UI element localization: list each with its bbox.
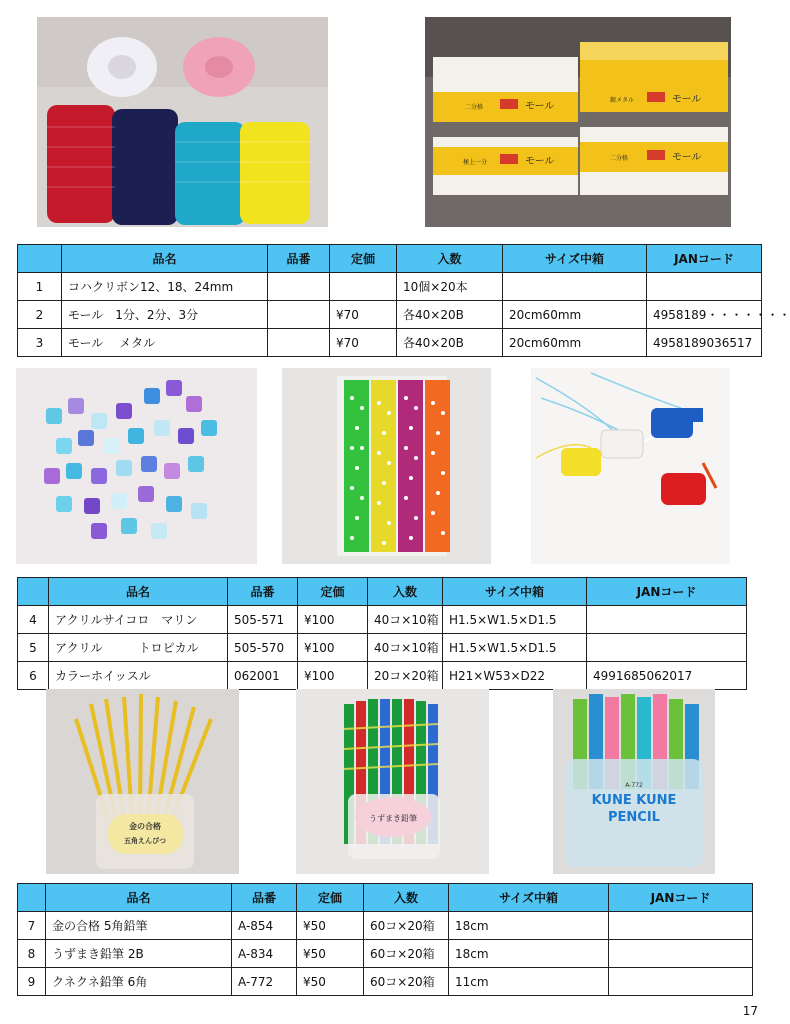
cell-size: [503, 273, 647, 301]
cell-qty: 各40×20B: [397, 301, 503, 329]
cell-name: カラーホイッスル: [49, 662, 228, 690]
cell-qty: 10個×20本: [397, 273, 503, 301]
cell-name: うずまき鉛筆 2B: [46, 940, 232, 968]
cell-qty: 60コ×20箱: [364, 940, 449, 968]
cell-code: [268, 329, 330, 357]
cell-jan: [587, 634, 747, 662]
header-qty: 入数: [368, 578, 443, 606]
cell-price: ¥50: [297, 940, 364, 968]
cell-name: アクリルサイコロ マリン: [49, 606, 228, 634]
header-price: 定価: [297, 884, 364, 912]
mall-box-grade-4: 二分格: [610, 155, 629, 162]
mall-box-grade-2: 銀メタル: [610, 97, 635, 104]
header-jan: JANコード: [647, 245, 762, 273]
cell-qty: 60コ×20箱: [364, 912, 449, 940]
table-row: [18, 273, 762, 301]
cell-qty: 60コ×20箱: [364, 968, 449, 996]
cell-code: 062001: [228, 662, 298, 690]
dice-photo: [16, 368, 257, 564]
mall-box-label-4: モール: [672, 152, 702, 163]
cell-code: A-834: [232, 940, 297, 968]
table-row: [18, 662, 747, 690]
cell-price: ¥50: [297, 968, 364, 996]
cell-qty: 40コ×10箱: [368, 634, 443, 662]
header-no: [18, 884, 46, 912]
cell-price: ¥70: [330, 329, 397, 357]
cell-no: 1: [18, 273, 62, 301]
cell-jan: [609, 940, 753, 968]
cell-no: 3: [18, 329, 62, 357]
cell-size: H1.5×W1.5×D1.5: [443, 606, 587, 634]
dice-pack-photo: [282, 368, 491, 564]
table-row: [18, 940, 753, 968]
header-no: [18, 245, 62, 273]
table-row: [18, 634, 747, 662]
cell-code: 505-571: [228, 606, 298, 634]
table-header-row: [18, 884, 753, 912]
cell-no: 5: [18, 634, 49, 662]
page-number: 17: [742, 1004, 758, 1018]
gold-pencil-label-2: 五角えんぴつ: [124, 837, 166, 845]
header-size: サイズ中箱: [503, 245, 647, 273]
cell-code: 505-570: [228, 634, 298, 662]
cell-qty: 20コ×20箱: [368, 662, 443, 690]
cell-price: ¥100: [298, 606, 368, 634]
kunekune-label-2: PENCIL: [608, 810, 660, 825]
header-price: 定価: [330, 245, 397, 273]
cell-no: 9: [18, 968, 46, 996]
mall-box-label-3: モール: [525, 156, 555, 167]
kunekune-label: KUNE KUNE: [591, 793, 677, 808]
whistle-photo: [531, 368, 730, 564]
header-name: 品名: [49, 578, 228, 606]
cell-jan: 4958189・・・・・・・: [647, 301, 762, 329]
table-row: [18, 606, 747, 634]
header-code: 品番: [228, 578, 298, 606]
mall-boxes-photo: [425, 17, 731, 227]
cell-size: 18cm: [449, 912, 609, 940]
product-table-3: [17, 883, 753, 996]
header-name: 品名: [46, 884, 232, 912]
cell-code: A-854: [232, 912, 297, 940]
header-qty: 入数: [364, 884, 449, 912]
header-no: [18, 578, 49, 606]
cell-size: 11cm: [449, 968, 609, 996]
cell-name: クネクネ鉛筆 6角: [46, 968, 232, 996]
table-row: [18, 912, 753, 940]
cell-jan: 4991685062017: [587, 662, 747, 690]
cell-no: 8: [18, 940, 46, 968]
swirl-pencil-label: うずまき鉛筆: [369, 814, 417, 823]
header-code: 品番: [268, 245, 330, 273]
cell-code: [268, 273, 330, 301]
cell-no: 2: [18, 301, 62, 329]
gold-pencil-photo: [46, 689, 239, 874]
header-size: サイズ中箱: [449, 884, 609, 912]
cell-price: ¥50: [297, 912, 364, 940]
cell-jan: [609, 968, 753, 996]
cell-code: [268, 301, 330, 329]
cell-qty: 各40×20B: [397, 329, 503, 357]
cell-price: ¥70: [330, 301, 397, 329]
cell-name: コハクリボン12、18、24mm: [62, 273, 268, 301]
cell-name: アクリル トロピカル: [49, 634, 228, 662]
cell-size: 20cm60mm: [503, 301, 647, 329]
cell-size: 20cm60mm: [503, 329, 647, 357]
header-name: 品名: [62, 245, 268, 273]
cell-name: モール メタル: [62, 329, 268, 357]
cell-no: 6: [18, 662, 49, 690]
cell-no: 7: [18, 912, 46, 940]
kunekune-code-label: A-772: [625, 782, 643, 789]
swirl-pencil-photo: [296, 689, 489, 874]
cell-price: ¥100: [298, 634, 368, 662]
kunekune-pencil-photo: [553, 689, 715, 874]
mall-box-label-1: モール: [525, 101, 555, 112]
product-table-1: [17, 244, 790, 357]
cell-price: ¥100: [298, 662, 368, 690]
product-table-2: [17, 577, 747, 690]
header-qty: 入数: [397, 245, 503, 273]
table-row: [18, 329, 762, 357]
mall-box-grade-1: 二分格: [465, 104, 484, 111]
header-jan: JANコード: [587, 578, 747, 606]
cell-price: [330, 273, 397, 301]
cell-size: H1.5×W1.5×D1.5: [443, 634, 587, 662]
cell-jan: [609, 912, 753, 940]
cell-jan: 4958189036517: [647, 329, 762, 357]
cell-name: モール 1分、2分、3分: [62, 301, 268, 329]
table-header-row: [18, 578, 747, 606]
mall-box-grade-3: 極上一分: [463, 159, 488, 166]
ribbon-photo: [37, 17, 328, 227]
cell-jan: [587, 606, 747, 634]
header-price: 定価: [298, 578, 368, 606]
mall-box-label-2: モール: [672, 94, 702, 105]
cell-no: 4: [18, 606, 49, 634]
gold-pencil-label: 金の合格: [129, 822, 161, 831]
table-row: [18, 968, 753, 996]
cell-code: A-772: [232, 968, 297, 996]
cell-qty: 40コ×10箱: [368, 606, 443, 634]
cell-jan: [647, 273, 762, 301]
table-row: [18, 301, 762, 329]
cell-name: 金の合格 5角鉛筆: [46, 912, 232, 940]
table-header-row: [18, 245, 762, 273]
header-code: 品番: [232, 884, 297, 912]
header-size: サイズ中箱: [443, 578, 587, 606]
cell-size: H21×W53×D22: [443, 662, 587, 690]
header-jan: JANコード: [609, 884, 753, 912]
cell-size: 18cm: [449, 940, 609, 968]
